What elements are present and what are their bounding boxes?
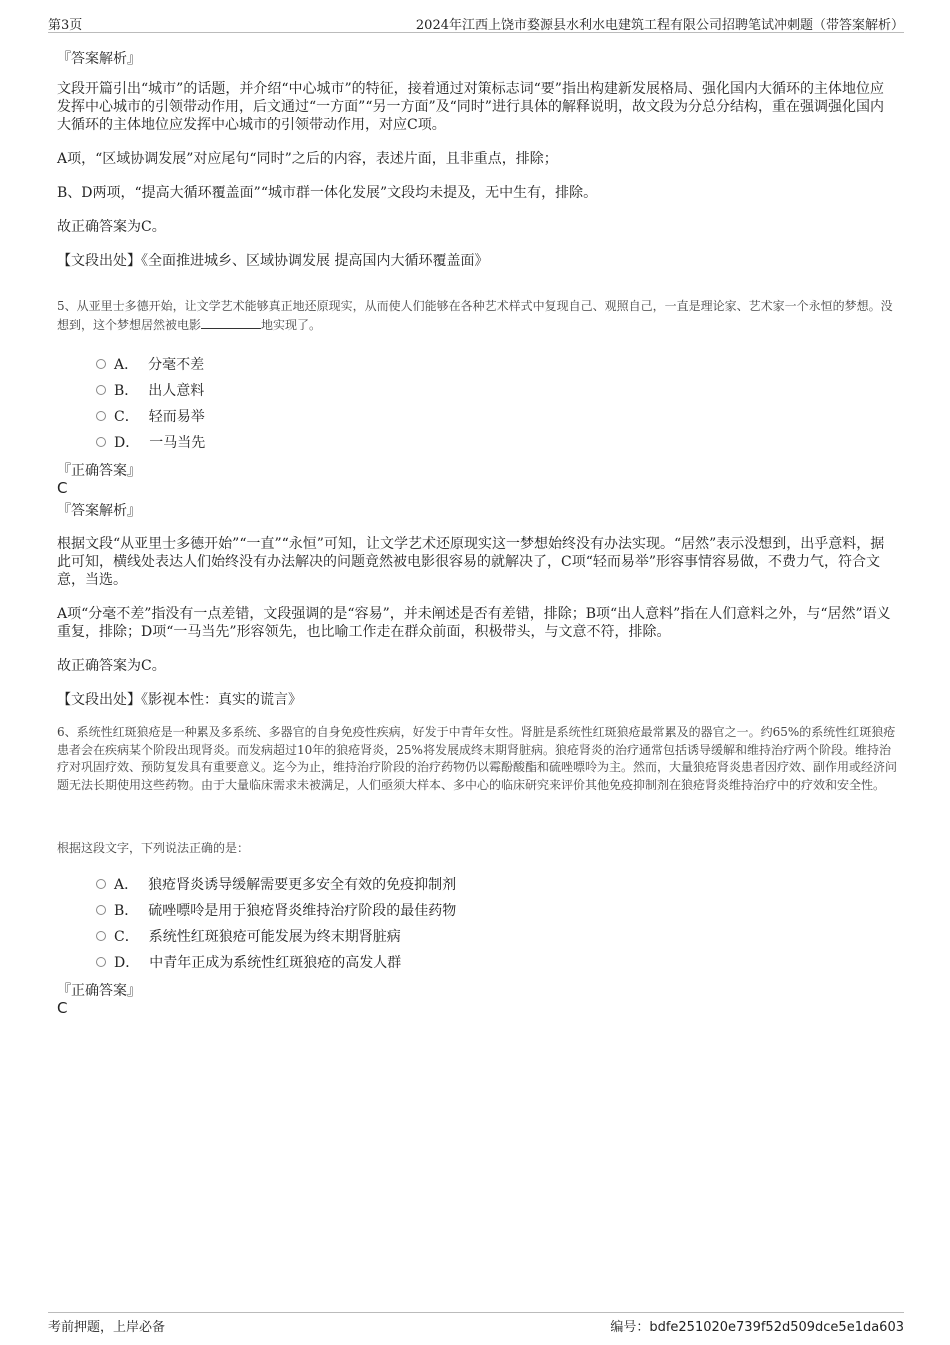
q5-stem	[57, 298, 897, 334]
radio-icon[interactable]	[96, 385, 106, 395]
q5-correct-label: 『正确答案』	[57, 463, 141, 479]
option-key: D．	[114, 435, 140, 451]
q6-stem: 6、系统性红斑狼疮是一种累及多系统、多器官的自身免疫性疾病，好发于中青年女性。肾脏是系统性红斑狼疮最常累及的器官之一。约65%的系统性红斑狼疮患者会在疾病某个阶段出现肾炎。而发病超过10年的狼疮肾炎，25%将发展成终末期肾脏病。狼疮肾炎的治疗通常包括诱导缓解和维持治疗两个阶段。维持治疗对巩固疗效、预防复发具有重要意义。迄今为止，维持治疗阶段的治疗药物仍以霉酚酸酯和硫唑嘌呤为主。然而，大量狼疮肾炎患者因疗效、副作用或经济问题无法长期使用这些药物。由于大量临床需求未被满足，人们亟须大样本、多中心的临床研究来评价其他免疫抑制剂在狼疮肾炎维持治疗中的疗效和安全性。	[57, 725, 898, 792]
q4-analysis-conclusion: 故正确答案为C。	[57, 219, 166, 235]
q4-analysis-para2: A项，“区域协调发展”对应尾句“同时”之后的内容，表述片面，且非重点，排除；	[57, 151, 558, 167]
option-key: B．	[114, 383, 139, 399]
page-footer	[48, 1312, 904, 1337]
q5-option-a[interactable]	[96, 354, 204, 374]
radio-icon[interactable]	[96, 957, 106, 967]
option-text: 一马当先	[149, 435, 206, 451]
radio-icon[interactable]	[96, 879, 106, 889]
code-label: 编号：	[610, 1320, 650, 1335]
q6-option-c[interactable]	[96, 926, 401, 946]
radio-icon[interactable]	[96, 905, 106, 915]
option-text: 轻而易举	[148, 409, 205, 425]
option-key: C．	[114, 409, 139, 425]
option-key: A．	[114, 357, 139, 373]
q5-option-c[interactable]	[96, 406, 205, 426]
q4-analysis-para1: 文段开篇引出“城市”的话题，并介绍“中心城市”的特征，接着通过对策标志词“要”指出构建新发展格局、强化国内大循环的主体地位应发挥中心城市的引领带动作用，后文通过“一方面”“另一方面”及“同时”进行具体的解释说明，故文段为分总分结构，重在强调强化国内大循环的主体地位应发挥中心城市的引领带动作用，对应C项。	[57, 81, 884, 133]
document-title: 2024年江西上饶市婺源县水利水电建筑工程有限公司招聘笔试冲刺题（带答案解析）	[415, 18, 904, 33]
option-text: 硫唑嘌呤是用于狼疮肾炎维持治疗阶段的最佳药物	[148, 903, 457, 919]
page-number: 第3页	[48, 18, 83, 33]
option-text: 系统性红斑狼疮可能发展为终末期肾脏病	[148, 929, 401, 945]
q5-analysis-label: 『答案解析』	[57, 503, 141, 519]
q5-analysis-para1: 根据文段“从亚里士多德开始”“一直”“永恒”可知，让文学艺术还原现实这一梦想始终没有办法实现。“居然”表示没想到，出乎意料，据此可知，横线处表达人们始终没有办法解决的问题竟然被电影很容易的就解决了，C项“轻而易举”形容事情容易做，不费力气，符合文意，当选。	[57, 536, 885, 588]
q5-source: 【文段出处】《影视本性：真实的谎言》	[57, 692, 302, 708]
q6-option-b[interactable]	[96, 900, 456, 920]
q6-option-d[interactable]	[96, 952, 401, 972]
q6-prompt: 根据这段文字，下列说法正确的是：	[57, 841, 250, 855]
option-text: 狼疮肾炎诱导缓解需要更多安全有效的免疫抑制剂	[148, 877, 457, 893]
radio-icon[interactable]	[96, 437, 106, 447]
option-key: C．	[114, 929, 139, 945]
code-value: bdfe251020e739f52d509dce5e1da603	[649, 1320, 904, 1335]
q5-correct-answer: C	[57, 479, 68, 497]
q4-source: 【文段出处】《全面推进城乡、区域协调发展 提高国内大循环覆盖面》	[57, 253, 489, 269]
q5-analysis-conclusion: 故正确答案为C。	[57, 658, 166, 674]
option-text: 出人意料	[148, 383, 205, 399]
q5-blank	[201, 316, 261, 329]
q6-correct-answer: C	[57, 999, 68, 1017]
footer-slogan: 考前押题，上岸必备	[48, 1320, 166, 1335]
option-key: A．	[114, 877, 139, 893]
q6-option-a[interactable]	[96, 874, 456, 894]
option-key: B．	[114, 903, 139, 919]
page-header	[48, 12, 904, 33]
q5-analysis-para2: A项“分毫不差”指没有一点差错，文段强调的是“容易”，并未阐述是否有差错，排除；B项“出人意料”指在人们意料之外，与“居然”语义重复，排除；D项“一马当先”形容领先，也比喻工作走在群众前面，积极带头，与文意不符，排除。	[57, 606, 891, 640]
q4-analysis-para3: B、D两项，“提高大循环覆盖面”“城市群一体化发展”文段均未提及，无中生有，排除。	[57, 185, 598, 201]
q5-stem-end: 地实现了。	[261, 317, 322, 332]
radio-icon[interactable]	[96, 411, 106, 421]
q5-option-b[interactable]	[96, 380, 204, 400]
footer-code	[610, 1316, 904, 1335]
radio-icon[interactable]	[96, 359, 106, 369]
option-text: 分毫不差	[148, 357, 205, 373]
q5-option-d[interactable]	[96, 432, 205, 452]
option-text: 中青年正成为系统性红斑狼疮的高发人群	[149, 955, 402, 971]
q6-correct-label: 『正确答案』	[57, 983, 141, 999]
option-key: D．	[114, 955, 140, 971]
radio-icon[interactable]	[96, 931, 106, 941]
q4-analysis-label: 『答案解析』	[57, 51, 141, 67]
q5-stem-text: 5、从亚里士多德开始，让文学艺术能够真正地还原现实，从而使人们能够在各种艺术样式中复现自己、观照自己，一直是理论家、艺术家一个永恒的梦想。没想到，这个梦想居然被电影	[57, 299, 893, 332]
